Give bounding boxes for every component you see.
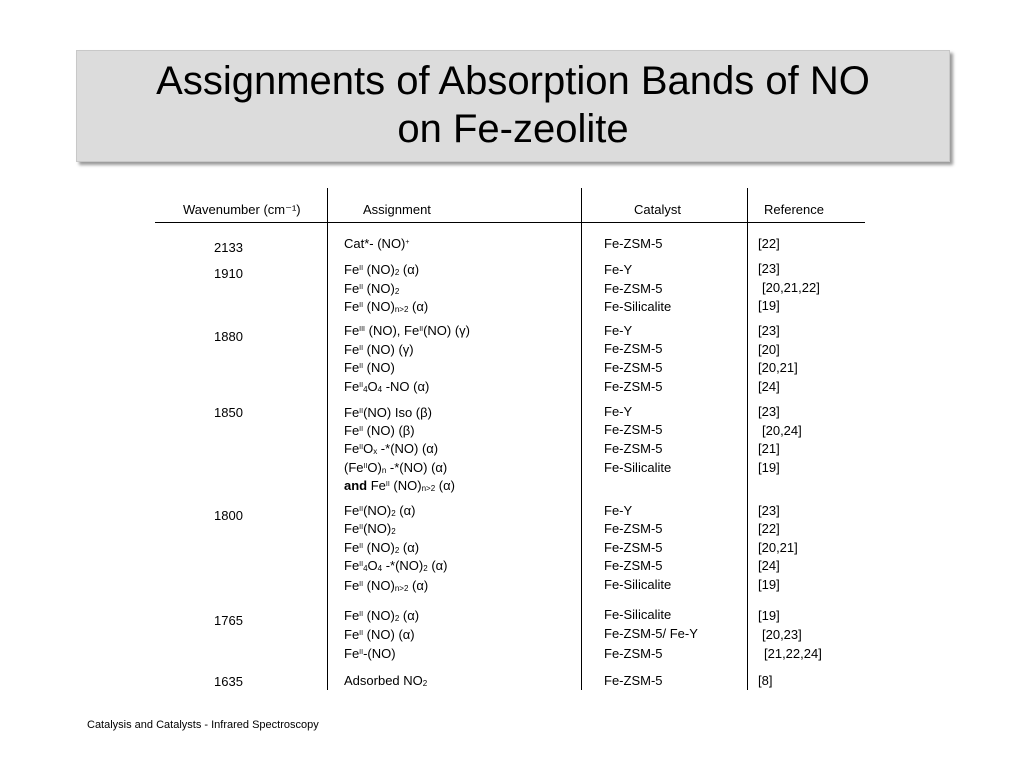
catalyst-cell: Fe-ZSM-5 <box>604 540 663 555</box>
assignment-cell: $(Fe^{II}O)_n$ -*(NO) (α) <box>344 460 448 475</box>
header-rule <box>155 222 865 223</box>
assignment-cell: $Fe^{II}_4O_4$ $-*(NO)_2$ (α) <box>344 558 448 573</box>
catalyst-cell: Fe-ZSM-5/ Fe-Y <box>604 626 698 641</box>
reference-cell: [8] <box>758 673 773 688</box>
assignment-cell: $Fe^{II}$ (NO) (α) <box>344 627 415 642</box>
column-divider <box>327 188 328 690</box>
reference-cell: [20,21,22] <box>762 280 820 295</box>
wavenumber-cell: 1635 <box>214 674 243 689</box>
column-divider <box>747 188 748 690</box>
assignment-cell: $Fe^{II}(NO)_2$ (α) <box>344 503 416 518</box>
catalyst-cell: Fe-Y <box>604 503 633 518</box>
reference-cell: [22] <box>758 236 780 251</box>
reference-cell: [20,21] <box>758 360 798 375</box>
reference-cell: [23] <box>758 503 780 518</box>
reference-cell: [22] <box>758 521 780 536</box>
catalyst-cell: Fe-ZSM-5 <box>604 341 663 356</box>
catalyst-cell: Fe-Y <box>604 262 633 277</box>
catalyst-cell: Fe-Silicalite <box>604 460 672 475</box>
catalyst-cell: Fe-Y <box>604 323 633 338</box>
assignment-cell: $Fe^{III}$ (NO), $Fe^{II}(NO)$ (γ) <box>344 323 471 338</box>
assignment-cell: $Fe^{II}-(NO)$ <box>344 646 396 661</box>
assignment-cell: $Fe^{II}(NO)$ Iso (β) <box>344 405 432 420</box>
reference-cell: [23] <box>758 323 780 338</box>
reference-cell: [24] <box>758 379 780 394</box>
title-line-2: on Fe-zeolite <box>397 107 629 151</box>
wavenumber-cell: 1910 <box>214 266 243 281</box>
catalyst-cell: Fe-ZSM-5 <box>604 360 663 375</box>
reference-cell: [19] <box>758 608 780 623</box>
wavenumber-cell: 2133 <box>214 240 243 255</box>
wavenumber-cell: 1850 <box>214 405 243 420</box>
assignment-cell: $Fe^{II}$ $(NO)_2$ (α) <box>344 608 420 623</box>
reference-cell: [21,22,24] <box>764 646 822 661</box>
catalyst-cell: Fe-ZSM-5 <box>604 558 663 573</box>
assignment-cell: $Fe^{II}$ $(NO)_{n>2}$ (α) <box>344 578 429 593</box>
catalyst-cell: Fe-Silicalite <box>604 577 672 592</box>
reference-cell: [20,21] <box>758 540 798 555</box>
assignment-cell: $Fe^{II}O_x$ -*(NO) (α) <box>344 441 439 456</box>
reference-cell: [23] <box>758 261 780 276</box>
catalyst-cell: Fe-ZSM-5 <box>604 441 663 456</box>
reference-cell: [23] <box>758 404 780 419</box>
assignment-cell: $Fe^{II}$ $(NO)_2$ (α) <box>344 540 420 555</box>
header-assignment: Assignment <box>363 202 431 217</box>
reference-cell: [24] <box>758 558 780 573</box>
reference-cell: [20,23] <box>762 627 802 642</box>
reference-cell: [19] <box>758 577 780 592</box>
catalyst-cell: Fe-ZSM-5 <box>604 379 663 394</box>
assignment-cell: $Fe^{II}(NO)_2$ <box>344 521 396 536</box>
footer-text: Catalysis and Catalysts - Infrared Spectroscopy <box>87 719 319 731</box>
catalyst-cell: Fe-Silicalite <box>604 607 672 622</box>
column-divider <box>581 188 582 690</box>
wavenumber-cell: 1800 <box>214 508 243 523</box>
header-catalyst: Catalyst <box>634 202 681 217</box>
assignment-cell: Adsorbed $NO_2$ <box>344 673 428 688</box>
assignment-cell: $Fe^{II}$ $(NO)_2$ <box>344 281 400 296</box>
reference-cell: [21] <box>758 441 780 456</box>
wavenumber-cell: 1765 <box>214 613 243 628</box>
slide-title <box>77 51 949 153</box>
catalyst-cell: Fe-ZSM-5 <box>604 281 663 296</box>
assignment-cell: $Fe^{II}$ (NO) (γ) <box>344 342 414 357</box>
assignment-cell: $Fe^{II}_4O_4$ -NO (α) <box>344 379 430 394</box>
assignment-cell: $Fe^{II}$ $(NO)_2$ (α) <box>344 262 420 277</box>
assignment-cell: $Fe^{II}$ $(NO)_{n>2}$ (α) <box>344 299 429 314</box>
catalyst-cell: Fe-ZSM-5 <box>604 646 663 661</box>
reference-cell: [19] <box>758 460 780 475</box>
header-reference: Reference <box>764 202 824 217</box>
assignment-cell: and $Fe^{II}$ $(NO)_{n>2}$ (α) <box>344 478 455 493</box>
wavenumber-cell: 1880 <box>214 329 243 344</box>
reference-cell: [20] <box>758 342 780 357</box>
catalyst-cell: Fe-Y <box>604 404 633 419</box>
catalyst-cell: Fe-Silicalite <box>604 299 672 314</box>
catalyst-cell: Fe-ZSM-5 <box>604 521 663 536</box>
catalyst-cell: Fe-ZSM-5 <box>604 236 663 251</box>
title-line-1: Assignments of Absorption Bands of NO <box>156 59 870 103</box>
reference-cell: [19] <box>758 298 780 313</box>
header-wavenumber: Wavenumber (cm⁻¹) <box>183 202 301 217</box>
title-box <box>76 50 950 162</box>
catalyst-cell: Fe-ZSM-5 <box>604 673 663 688</box>
assignment-cell: $Fe^{II}$ (NO) <box>344 360 395 375</box>
assignment-cell: Cat*- (NO)+ <box>344 236 410 251</box>
catalyst-cell: Fe-ZSM-5 <box>604 422 663 437</box>
reference-cell: [20,24] <box>762 423 802 438</box>
assignment-cell: $Fe^{II}$ (NO) (β) <box>344 423 415 438</box>
